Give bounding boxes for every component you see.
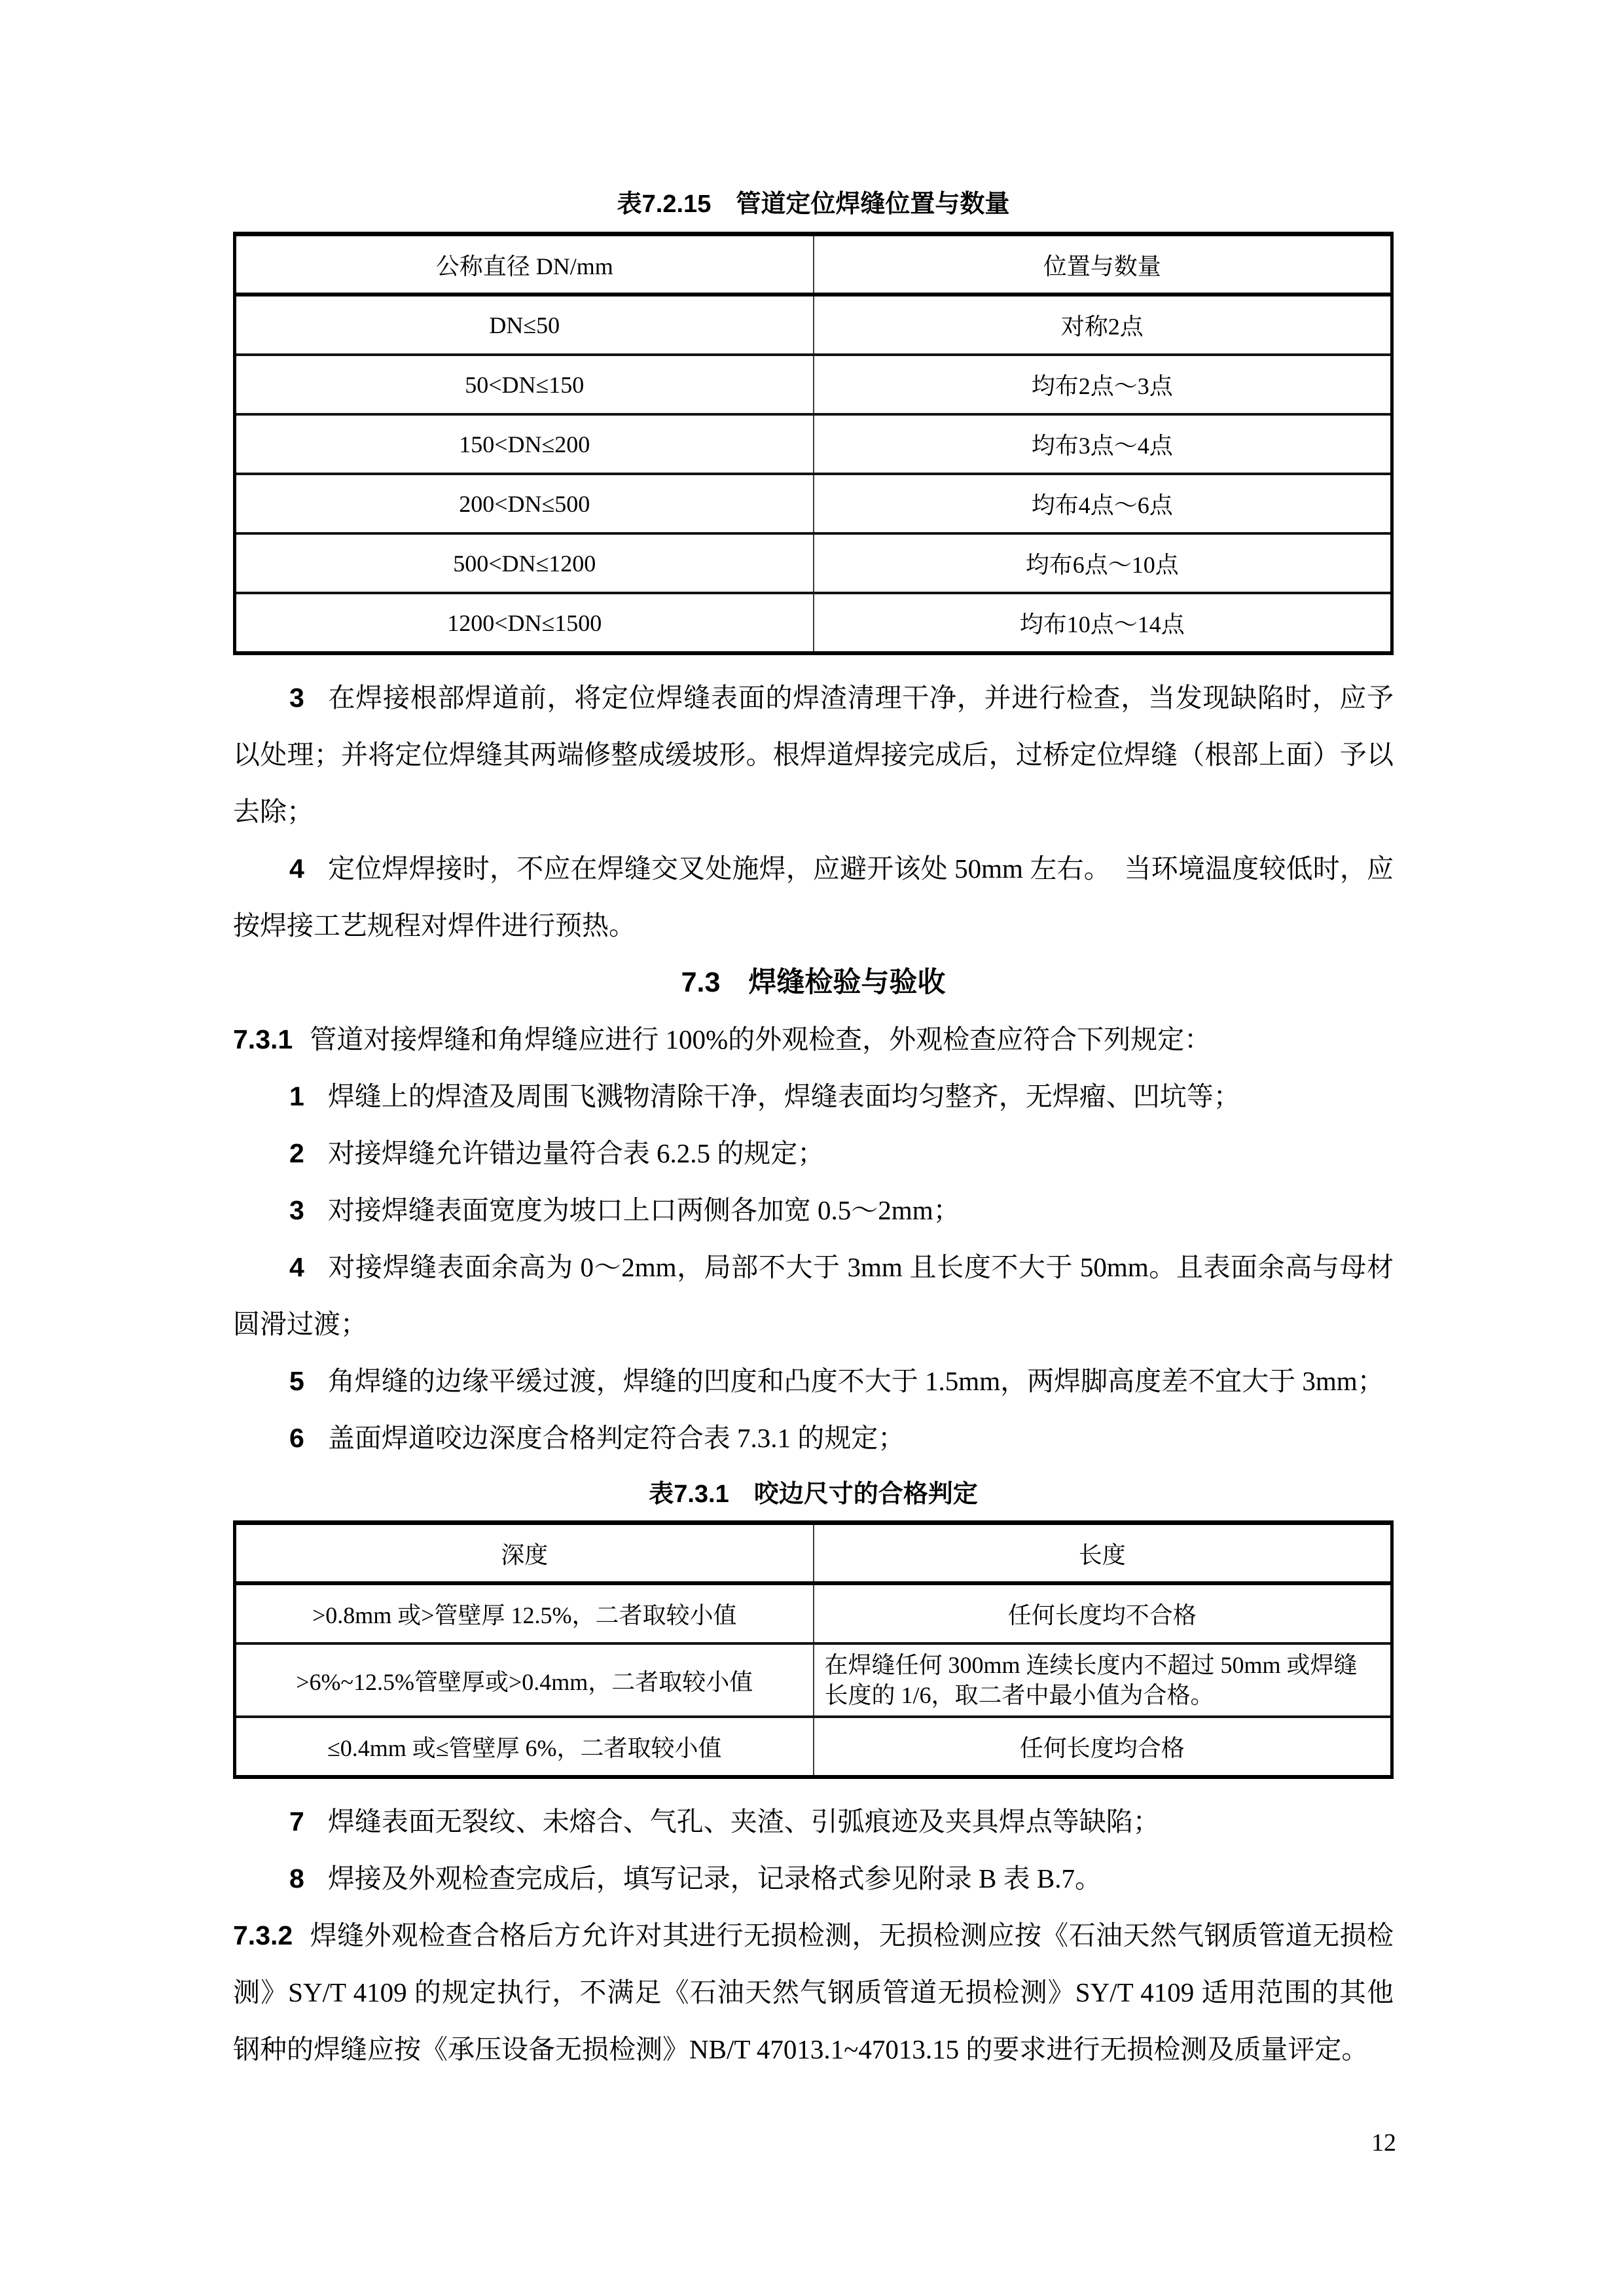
item-text: 对接焊缝允许错边量符合表 6.2.5 的规定； (327, 1138, 825, 1168)
item-number: 7 (289, 1806, 304, 1837)
table-cell: 150<DN≤200 (235, 414, 814, 474)
table-cell: >0.8mm 或>管壁厚 12.5%，二者取较小值 (235, 1583, 814, 1643)
table-row (235, 474, 1392, 533)
table-cell: 任何长度均不合格 (814, 1583, 1392, 1643)
table-header-row (235, 234, 1392, 295)
table-row (235, 414, 1392, 474)
clause-7-3-2 (233, 1907, 1394, 2078)
item-text: 定位焊焊接时，不应在焊缝交叉处施焊，应避开该处 50mm 左右。 当环境温度较低时，应按焊接工艺规程对焊件进行预热。 (233, 853, 1394, 941)
item-number: 2 (289, 1138, 304, 1168)
item-text: 在焊接根部焊道前，将定位焊缝表面的焊渣清理干净，并进行检查，当发现缺陷时，应予以处理；并将定位焊缝其两端修整成缓坡形。根焊道焊接完成后，过桥定位焊缝（根部上面）予以去除； (233, 683, 1394, 827)
item-text: 焊缝上的焊渣及周围飞溅物清除干净，焊缝表面均匀整齐，无焊瘤、凹坑等； (327, 1081, 1240, 1111)
list-item-2 (233, 1125, 1394, 1182)
table-7-3-1 (233, 1520, 1394, 1779)
page-number: 12 (1371, 2129, 1396, 2157)
list-item-8 (233, 1850, 1394, 1907)
paragraph-item-3 (233, 670, 1394, 840)
item-number: 3 (289, 1195, 304, 1225)
paragraph-item-4 (233, 840, 1394, 954)
list-item-3 (233, 1182, 1394, 1239)
item-text: 对接焊缝表面余高为 0～2mm，局部不大于 3mm 且长度不大于 50mm。且表面余高与母材圆滑过渡； (233, 1252, 1394, 1339)
item-number: 1 (289, 1081, 304, 1111)
table-cell: 对称2点 (814, 295, 1392, 355)
table-row (235, 1643, 1392, 1717)
clause-7-3-1 (233, 1011, 1394, 1068)
table-row (235, 533, 1392, 593)
table-cell: >6%~12.5%管壁厚或>0.4mm，二者取较小值 (235, 1643, 814, 1717)
item-number: 8 (289, 1863, 304, 1893)
table-cell: 1200<DN≤1500 (235, 593, 814, 653)
clause-text: 焊缝外观检查合格后方允许对其进行无损检测，无损检测应按《石油天然气钢质管道无损检测》SY/T 4109 的规定执行，不满足《石油天然气钢质管道无损检测》SY/T 4109 适用范围的其他钢种的焊缝应按《承压设备无损检测》NB/T 47013.1~47013.15 的要求进行无损检测及质量评定。 (233, 1920, 1394, 2064)
table-row (235, 1717, 1392, 1777)
table-7-2-15-title: 表7.2.15 管道定位焊缝位置与数量 (617, 190, 1010, 218)
table-cell: 均布6点～10点 (814, 533, 1392, 593)
table-cell: 均布2点～3点 (814, 355, 1392, 414)
table-cell: 200<DN≤500 (235, 474, 814, 533)
table-header-row (235, 1523, 1392, 1584)
clause-text: 管道对接焊缝和角焊缝应进行 100%的外观检查，外观检查应符合下列规定： (310, 1024, 1212, 1054)
item-text: 盖面焊道咬边深度合格判定符合表 7.3.1 的规定； (327, 1423, 905, 1453)
clause-number: 7.3.1 (233, 1024, 293, 1054)
clause-number: 7.3.2 (233, 1920, 293, 1950)
list-item-6 (233, 1410, 1394, 1467)
table-7-2-15 (233, 232, 1394, 655)
item-number: 4 (289, 853, 304, 884)
table-cell: 均布4点～6点 (814, 474, 1392, 533)
item-number: 4 (289, 1252, 304, 1282)
table1-header-diameter: 公称直径 DN/mm (235, 234, 814, 295)
table-row (235, 593, 1392, 653)
table-cell: DN≤50 (235, 295, 814, 355)
list-item-5 (233, 1353, 1394, 1410)
table-cell: 500<DN≤1200 (235, 533, 814, 593)
item-text: 角焊缝的边缘平缓过渡，焊缝的凹度和凸度不大于 1.5mm，两焊脚高度差不宜大于 3mm； (327, 1366, 1384, 1396)
table-7-3-1-title: 表7.3.1 咬边尺寸的合格判定 (649, 1480, 978, 1508)
list-item-1 (233, 1068, 1394, 1125)
table-cell: 任何长度均合格 (814, 1717, 1392, 1777)
item-text: 对接焊缝表面宽度为坡口上口两侧各加宽 0.5～2mm； (327, 1195, 960, 1225)
item-number: 6 (289, 1423, 304, 1453)
item-text: 焊缝表面无裂纹、未熔合、气孔、夹渣、引弧痕迹及夹具焊点等缺陷； (327, 1806, 1160, 1837)
table-cell: ≤0.4mm 或≤管壁厚 6%，二者取较小值 (235, 1717, 814, 1777)
list-item-4 (233, 1239, 1394, 1353)
item-number: 3 (289, 683, 304, 713)
table-cell: 均布10点～14点 (814, 593, 1392, 653)
table-cell: 在焊缝任何 300mm 连续长度内不超过 50mm 或焊缝长度的 1/6，取二者中最小值为合格。 (814, 1643, 1392, 1717)
table-cell: 50<DN≤150 (235, 355, 814, 414)
item-text: 焊接及外观检查完成后，填写记录，记录格式参见附录 B 表 B.7。 (327, 1863, 1102, 1893)
table2-header-depth: 深度 (235, 1523, 814, 1584)
table1-header-position: 位置与数量 (814, 234, 1392, 295)
list-item-7 (233, 1793, 1394, 1850)
section-7-3-heading: 7.3 焊缝检验与验收 (681, 967, 946, 998)
table2-header-length: 长度 (814, 1523, 1392, 1584)
item-number: 5 (289, 1366, 304, 1396)
table-row (235, 1583, 1392, 1643)
table-cell: 均布3点～4点 (814, 414, 1392, 474)
table-row (235, 295, 1392, 355)
table-row (235, 355, 1392, 414)
